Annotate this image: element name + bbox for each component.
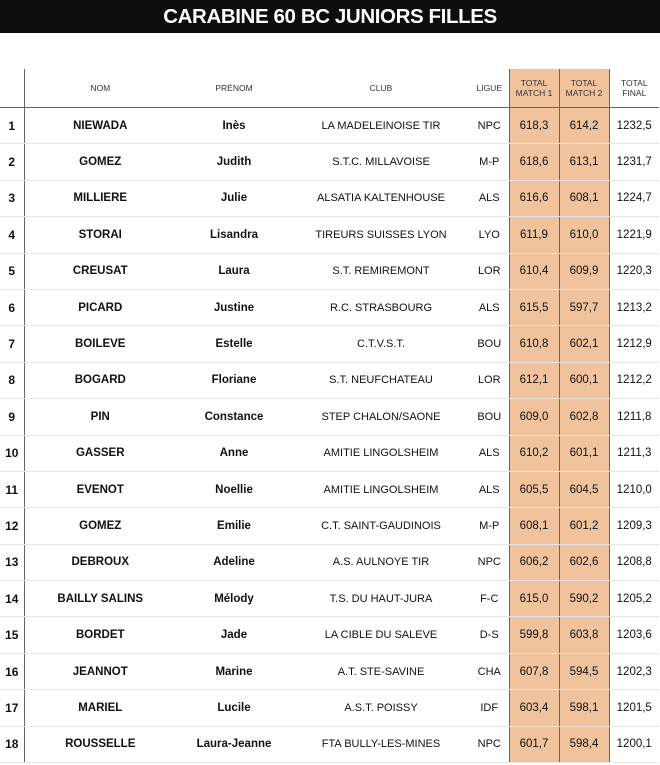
table-row [0,471,659,507]
prenom-cell: Mélody [176,581,292,617]
rank-cell: 6 [0,289,24,325]
match2-cell: 597,7 [559,289,609,325]
nom-cell: BORDET [24,617,176,653]
club-cell: A.S. AULNOYE TIR [292,544,470,580]
table-row [0,544,659,580]
match1-cell: 612,1 [509,362,559,398]
rank-cell: 14 [0,581,24,617]
ligue-header: LIGUE [470,69,509,108]
nom-cell: DEBROUX [24,544,176,580]
club-cell: AMITIE LINGOLSHEIM [292,435,470,471]
match1-cell: 618,3 [509,108,559,144]
match1-cell: 605,5 [509,471,559,507]
nom-cell: PICARD [24,289,176,325]
nom-cell: BOILEVE [24,326,176,362]
match2-cell: 608,1 [559,180,609,216]
match2-cell: 610,0 [559,217,609,253]
table-row [0,726,659,762]
match2-cell: 598,4 [559,726,609,762]
club-cell: TIREURS SUISSES LYON [292,217,470,253]
table-row [0,289,659,325]
match2-cell: 594,5 [559,653,609,689]
ligue-cell: D-S [470,617,509,653]
match1-cell: 610,2 [509,435,559,471]
match2-cell: 600,1 [559,362,609,398]
final-cell: 1210,0 [609,471,659,507]
ligue-cell: CHA [470,653,509,689]
final-cell: 1231,7 [609,144,659,180]
nom-cell: STORAI [24,217,176,253]
prenom-cell: Estelle [176,326,292,362]
match2-cell: 604,5 [559,471,609,507]
nom-cell: GOMEZ [24,508,176,544]
prenom-cell: Judith [176,144,292,180]
match2-cell: 603,8 [559,617,609,653]
rank-cell: 17 [0,690,24,726]
match1-cell: 611,9 [509,217,559,253]
club-cell: T.S. DU HAUT-JURA [292,581,470,617]
final-cell: 1202,3 [609,653,659,689]
table-row [0,326,659,362]
final-cell: 1200,1 [609,726,659,762]
nom-cell: BOGARD [24,362,176,398]
match2-cell: 609,9 [559,253,609,289]
final-cell: 1209,3 [609,508,659,544]
nom-cell: GASSER [24,435,176,471]
match1-cell: 609,0 [509,399,559,435]
match1-cell: 615,0 [509,581,559,617]
rank-header [0,69,24,108]
match2-cell: 602,8 [559,399,609,435]
nom-cell: GOMEZ [24,144,176,180]
rank-cell: 10 [0,435,24,471]
prenom-cell: Lucile [176,690,292,726]
match1-cell: 618,6 [509,144,559,180]
rank-cell: 8 [0,362,24,398]
prenom-cell: Julie [176,180,292,216]
header-row [0,69,659,108]
ligue-cell: LOR [470,253,509,289]
prenom-cell: Noellie [176,471,292,507]
rank-cell: 3 [0,180,24,216]
table-row [0,690,659,726]
club-cell: FTA BULLY-LES-MINES [292,726,470,762]
club-cell: A.T. STE-SAVINE [292,653,470,689]
nom-cell: JEANNOT [24,653,176,689]
club-cell: C.T. SAINT-GAUDINOIS [292,508,470,544]
nom-cell: MARIEL [24,690,176,726]
match2-cell: 590,2 [559,581,609,617]
nom-cell: CREUSAT [24,253,176,289]
ligue-cell: IDF [470,690,509,726]
match2-cell: 598,1 [559,690,609,726]
match1-cell: 601,7 [509,726,559,762]
nom-cell: EVENOT [24,471,176,507]
match1-header: TOTAL MATCH 1 [509,69,559,108]
table-row [0,653,659,689]
club-cell: LA CIBLE DU SALEVE [292,617,470,653]
table-row [0,508,659,544]
ligue-cell: NPC [470,544,509,580]
table-row [0,217,659,253]
prenom-header: PRÉNOM [176,69,292,108]
table-row [0,581,659,617]
table-row [0,253,659,289]
club-header: CLUB [292,69,470,108]
match2-cell: 601,1 [559,435,609,471]
match1-cell: 615,5 [509,289,559,325]
ligue-cell: NPC [470,108,509,144]
table-row [0,617,659,653]
final-cell: 1212,9 [609,326,659,362]
match1-cell: 610,8 [509,326,559,362]
rank-cell: 11 [0,471,24,507]
club-cell: S.T. REMIREMONT [292,253,470,289]
final-header: TOTAL FINAL [609,69,659,108]
club-cell: ALSATIA KALTENHOUSE [292,180,470,216]
ligue-cell: ALS [470,180,509,216]
final-cell: 1212,2 [609,362,659,398]
match1-cell: 616,6 [509,180,559,216]
club-cell: S.T.C. MILLAVOISE [292,144,470,180]
prenom-cell: Anne [176,435,292,471]
ligue-cell: ALS [470,471,509,507]
final-cell: 1224,7 [609,180,659,216]
final-cell: 1201,5 [609,690,659,726]
match2-header: TOTAL MATCH 2 [559,69,609,108]
rank-cell: 12 [0,508,24,544]
final-cell: 1211,8 [609,399,659,435]
prenom-cell: Constance [176,399,292,435]
nom-cell: NIEWADA [24,108,176,144]
ligue-cell: M-P [470,508,509,544]
nom-cell: PIN [24,399,176,435]
prenom-cell: Marine [176,653,292,689]
match1-cell: 608,1 [509,508,559,544]
rank-cell: 7 [0,326,24,362]
rank-cell: 5 [0,253,24,289]
match1-cell: 603,4 [509,690,559,726]
match1-cell: 607,8 [509,653,559,689]
final-cell: 1232,5 [609,108,659,144]
final-cell: 1205,2 [609,581,659,617]
match1-cell: 606,2 [509,544,559,580]
ligue-cell: NPC [470,726,509,762]
final-cell: 1211,3 [609,435,659,471]
ligue-cell: ALS [470,289,509,325]
club-cell: R.C. STRASBOURG [292,289,470,325]
nom-cell: ROUSSELLE [24,726,176,762]
match1-cell: 610,4 [509,253,559,289]
prenom-cell: Inès [176,108,292,144]
rank-cell: 4 [0,217,24,253]
club-cell: C.T.V.S.T. [292,326,470,362]
nom-header: NOM [24,69,176,108]
nom-cell: BAILLY SALINS [24,581,176,617]
ligue-cell: BOU [470,399,509,435]
results-table [0,69,659,763]
rank-cell: 16 [0,653,24,689]
final-cell: 1203,6 [609,617,659,653]
table-row [0,362,659,398]
match2-cell: 602,6 [559,544,609,580]
ligue-cell: F-C [470,581,509,617]
page-title: CARABINE 60 BC JUNIORS FILLES [163,4,497,28]
ligue-cell: LYO [470,217,509,253]
final-cell: 1221,9 [609,217,659,253]
rank-cell: 2 [0,144,24,180]
prenom-cell: Jade [176,617,292,653]
club-cell: LA MADELEINOISE TIR [292,108,470,144]
club-cell: STEP CHALON/SAONE [292,399,470,435]
nom-cell: MILLIERE [24,180,176,216]
ligue-cell: LOR [470,362,509,398]
club-cell: S.T. NEUFCHATEAU [292,362,470,398]
prenom-cell: Laura [176,253,292,289]
match2-cell: 613,1 [559,144,609,180]
prenom-cell: Emilie [176,508,292,544]
match1-cell: 599,8 [509,617,559,653]
table-row [0,180,659,216]
rank-cell: 1 [0,108,24,144]
rank-cell: 13 [0,544,24,580]
results-body [0,108,659,763]
ligue-cell: ALS [470,435,509,471]
final-cell: 1220,3 [609,253,659,289]
ligue-cell: BOU [470,326,509,362]
rank-cell: 15 [0,617,24,653]
table-row [0,435,659,471]
rank-cell: 18 [0,726,24,762]
match2-cell: 601,2 [559,508,609,544]
table-row [0,399,659,435]
club-cell: A.S.T. POISSY [292,690,470,726]
prenom-cell: Floriane [176,362,292,398]
rank-cell: 9 [0,399,24,435]
table-row [0,108,659,144]
ligue-cell: M-P [470,144,509,180]
match2-cell: 614,2 [559,108,609,144]
final-cell: 1213,2 [609,289,659,325]
club-cell: AMITIE LINGOLSHEIM [292,471,470,507]
prenom-cell: Lisandra [176,217,292,253]
page-title-bar [0,0,660,33]
final-cell: 1208,8 [609,544,659,580]
prenom-cell: Justine [176,289,292,325]
table-row [0,144,659,180]
match2-cell: 602,1 [559,326,609,362]
prenom-cell: Laura-Jeanne [176,726,292,762]
prenom-cell: Adeline [176,544,292,580]
